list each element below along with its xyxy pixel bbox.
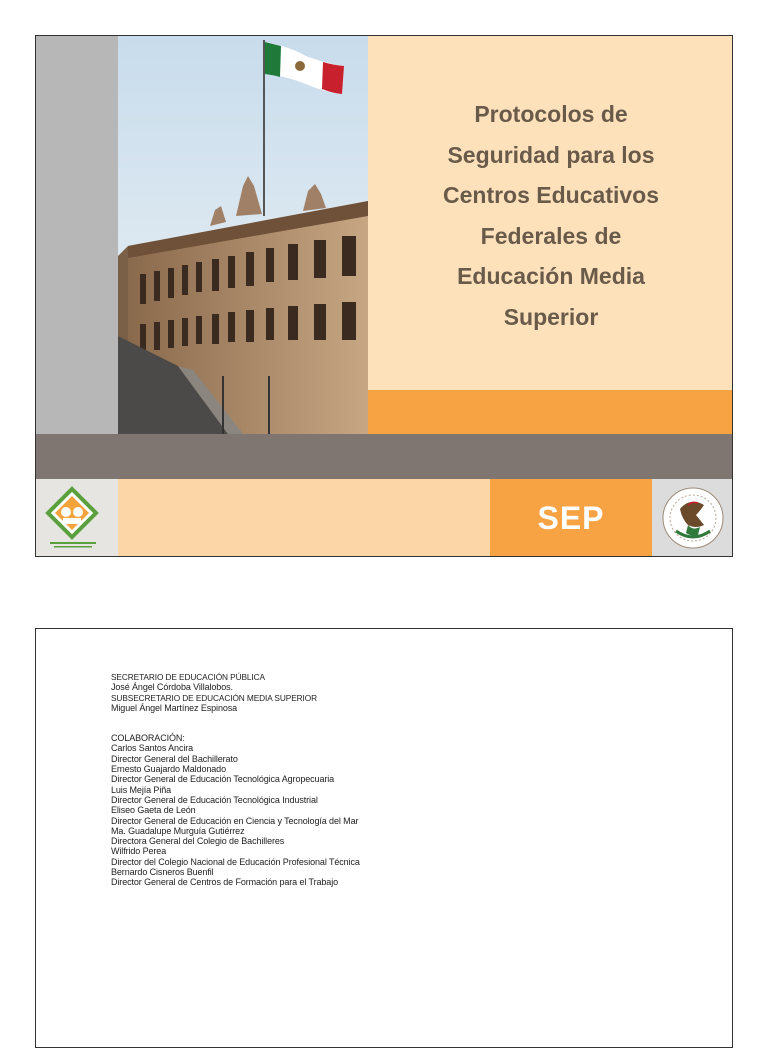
credits-block	[111, 672, 360, 888]
footer-orange-band	[118, 479, 490, 557]
cover-title	[368, 94, 733, 337]
subsecretary-title: SUBSECRETARIO DE EDUCACIÓN MEDIA SUPERIOR	[111, 692, 317, 703]
collaborator-line: Luis Mejía Piña	[111, 784, 172, 795]
collaborator-line: Ma. Guadalupe Murguía Gutiérrez	[111, 825, 245, 836]
secretary-title: SECRETARIO DE EDUCACIÓN PÚBLICA	[111, 672, 265, 682]
orange-accent-bar	[368, 390, 733, 434]
collaborator-line: Carlos Santos Ancira	[111, 743, 194, 754]
cover-title-line: Federales de	[480, 222, 622, 249]
subsecretary-name: Miguel Ángel Martínez Espinosa	[111, 702, 238, 713]
secretary-name: José Ángel Córdoba Villalobos.	[111, 682, 233, 693]
spacer	[111, 713, 360, 733]
cover-title-line: Seguridad para los	[447, 141, 655, 168]
cover-page	[35, 35, 733, 557]
collaborator-line: Directora General del Colegio de Bachilleres	[111, 836, 285, 847]
cover-title-line: Superior	[503, 303, 599, 330]
collaborator-line: Ernesto Guajardo Maldonado	[111, 764, 226, 775]
collaboration-heading: COLABORACIÓN:	[111, 733, 185, 744]
collaborator-line: Eliseo Gaeta de León	[111, 805, 196, 816]
collaborator-line: Director del Colegio Nacional de Educación Profesional Técnica	[111, 856, 360, 867]
collaborator-line: Wilfrido Perea	[111, 846, 167, 857]
brown-band	[36, 434, 733, 479]
title-panel	[368, 36, 733, 390]
cover-title-line: Centros Educativos	[443, 182, 659, 208]
collaborator-line: Director General de Educación Tecnológica Industrial	[111, 794, 318, 805]
sep-logo	[490, 479, 652, 557]
collaborator-line: Director General del Bachillerato	[111, 753, 238, 764]
cover-title-line: Educación Media	[457, 263, 645, 289]
diamond-logo-icon	[36, 479, 118, 557]
building-photo	[118, 36, 368, 434]
collaborator-line: Director General de Educación Tecnológica Agropecuaria	[111, 774, 335, 785]
coat-of-arms-box	[652, 479, 733, 557]
reading-logo-box	[36, 479, 118, 557]
gray-side-stripe	[36, 36, 118, 434]
cover-title-line: Protocolos de	[474, 101, 628, 127]
sep-label: SEP	[537, 500, 605, 536]
mexican-coat-of-arms-icon	[652, 479, 733, 557]
collaborator-line: Director General de Centros de Formación para el Trabajo	[111, 877, 339, 888]
collaborator-line: Director General de Educación en Ciencia y Tecnología del Mar	[111, 815, 359, 826]
collaborator-line: Bernardo Cisneros Buenfil	[111, 867, 214, 878]
credits-page	[35, 628, 733, 1048]
